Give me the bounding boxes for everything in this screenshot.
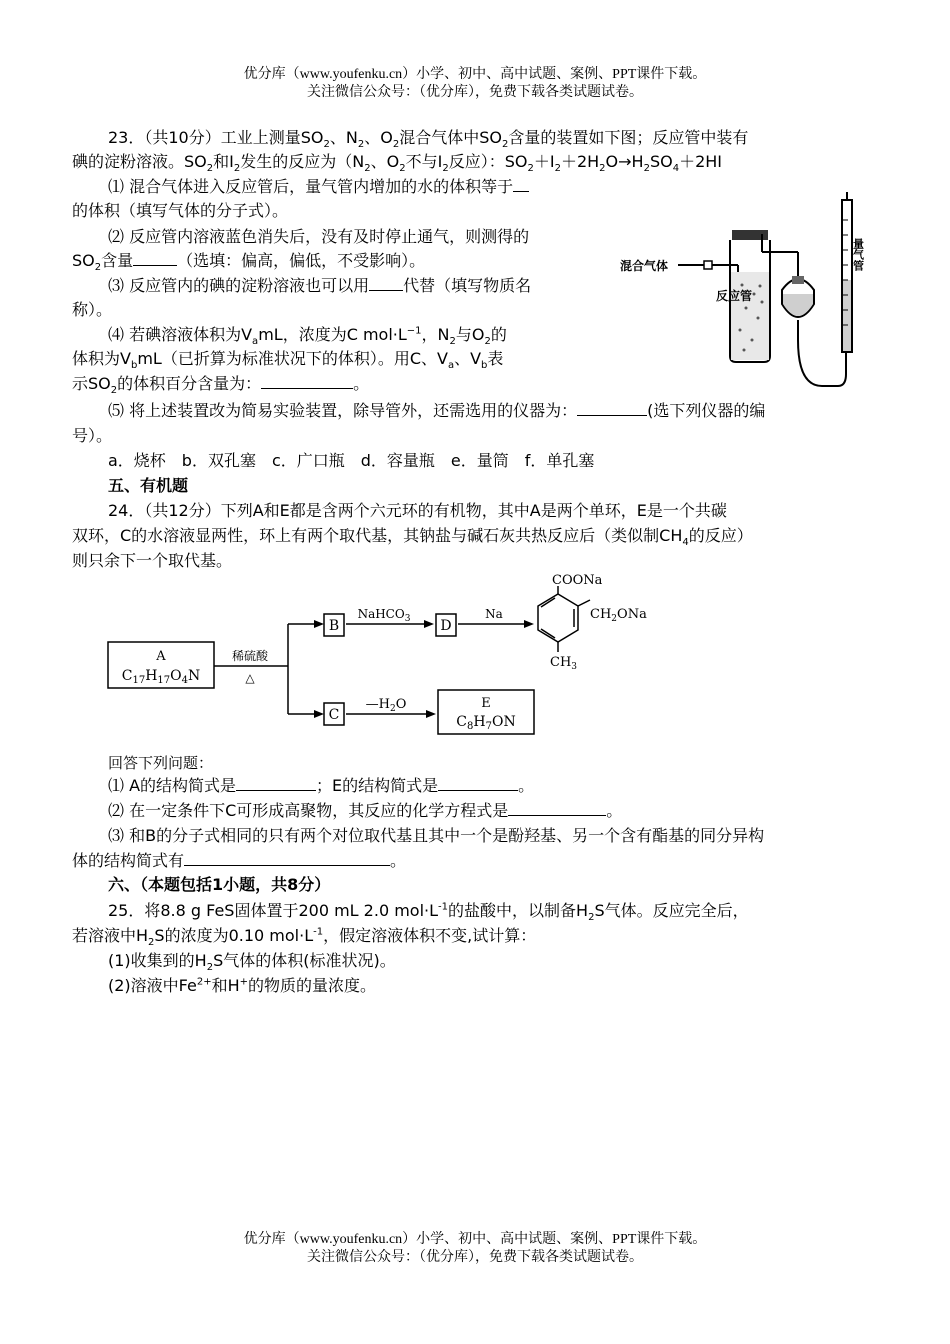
q23-part3-line2: 称）。	[72, 300, 113, 319]
reaction-tube-label: 反应管	[716, 289, 753, 303]
q23-intro: 23．（共10分）工业上测量$SO_2$、$N_2$、$O_2$混合气体中$SO_2$含量的装置如下图；反应管中装有	[108, 128, 749, 151]
ch3-group: $CH_3$	[550, 655, 578, 672]
answer-blank[interactable]	[438, 776, 518, 791]
q23-part2-line2: $SO_2$含量 （选填：偏高，偏低，不受影响）。	[72, 251, 426, 274]
mixed-gas-label: 混合气体	[620, 259, 669, 273]
page-header	[0, 66, 950, 102]
answer-blank[interactable]	[261, 374, 353, 389]
q24-line3: 则只余下一个取代基。	[72, 551, 233, 570]
page-footer	[0, 1231, 950, 1267]
compound-d-label: D	[440, 618, 452, 634]
q25-part2: (2)溶液中$Fe^{2+}$和H+的物质的量浓度。	[108, 976, 377, 995]
benzene-ring	[538, 586, 590, 652]
q23-part1-line1: ⑴ 混合气体进入反应管后，量气管内增加的水的体积等于	[108, 176, 529, 198]
q23-part5-line1: ⑸ 将上述装置改为简易实验装置，除导管外，还需选用的仪器为： (选下列仪器的编	[108, 401, 766, 420]
header-line-1: 优分库（www.youfenku.cn）小学、初中、高中试题、案例、PPT课件下载。	[243, 67, 707, 82]
nahco3-reagent: NaHCO$_3$	[357, 607, 411, 624]
q25-line1: 25．将8.8 g FeS固体置于200 mL 2.0 $mol\cdot L^{-1}$的盐酸中，以制备$H_2S$气体。反应完全后，	[108, 901, 749, 924]
q23-part1-line2: 的体积（填写气体的分子式）。	[72, 201, 289, 220]
answer-blank[interactable]	[236, 776, 316, 791]
compound-a-formula: $C_{17}H_{17}O_4N$	[121, 668, 201, 686]
q23-part4-line1: ⑷ 若碘溶液体积为$V_amL$，浓度为C $mol\cdot L^{-1}$，$N_2$与$O_2$的	[108, 325, 507, 348]
answer-blank[interactable]	[513, 177, 529, 192]
acid-condition: 稀硫酸	[231, 649, 269, 663]
compound-b-label: B	[328, 618, 340, 634]
section-5-title: 五、有机题	[108, 476, 189, 495]
compound-a-label: A	[156, 649, 166, 664]
q24-part3-line2: 体的结构简式有 。	[72, 851, 407, 870]
q24-part1: ⑴ A的结构简式是 ；E的结构简式是 。	[108, 776, 535, 795]
answer-blank[interactable]	[577, 401, 647, 416]
answer-blank[interactable]	[508, 801, 606, 816]
compound-e-label: E	[481, 696, 491, 711]
answer-blank[interactable]	[133, 251, 177, 266]
q23-part3-line1: ⑶ 反应管内的碘的淀粉溶液也可以用 代替（填写物质名	[108, 276, 532, 295]
coona-group: COONa	[552, 573, 603, 588]
q23-part4-line3: 示$SO_2$的体积百分含量为： 。	[72, 374, 370, 397]
heat-symbol: △	[245, 671, 255, 685]
q23-part5-line2: 号）。	[72, 426, 113, 445]
q25-part1: (1)收集到的$H_2S$气体的体积(标准状况)。	[108, 951, 396, 974]
compound-c-label: C	[328, 707, 340, 723]
q23-part4-line2: 体积为$V_bmL$（已折算为标准状况下的体积）。用C、$V_a$、$V_b$表	[72, 349, 504, 372]
gas-burette-label: 量气管	[851, 238, 865, 271]
footer-line-2: 关注微信公众号：（优分库），免费下载各类试题试卷。	[307, 1250, 643, 1265]
compound-e-formula: $C_8H_7ON$	[456, 714, 516, 732]
header-line-2: 关注微信公众号：（优分库），免费下载各类试题试卷。	[307, 85, 643, 100]
q25-line2: 若溶液中$H_2S$的浓度为0.10 $mol\cdot L^{-1}$，假定溶液体积不变,试计算：	[72, 926, 537, 949]
q24-part2: ⑵ 在一定条件下C可形成高聚物，其反应的化学方程式是 。	[108, 801, 623, 820]
q23-options: a．烧杯 b．双孔塞 c．广口瓶 d．容量瓶 e．量筒 f．单孔塞	[108, 451, 595, 470]
answer-blank[interactable]	[184, 851, 390, 866]
q24-answer-intro: 回答下列问题：	[108, 754, 214, 772]
reaction-scheme	[100, 566, 660, 742]
dehydration-condition: $—H_2O$	[365, 697, 407, 714]
gas-measurement-apparatus	[612, 190, 880, 390]
q24-part3-line1: ⑶ 和B的分子式相同的只有两个对位取代基且其中一个是酚羟基、另一个含有酯基的同分异构	[108, 826, 765, 845]
answer-blank[interactable]	[369, 276, 403, 291]
q24-line1: 24．（共12分）下列A和E都是含两个六元环的有机物，其中A是两个单环，E是一个共碳	[108, 501, 727, 520]
footer-line-1: 优分库（www.youfenku.cn）小学、初中、高中试题、案例、PPT课件下载。	[243, 1232, 707, 1247]
sodium-reagent: Na	[485, 607, 503, 621]
q23-part2-line1: ⑵ 反应管内溶液蓝色消失后，没有及时停止通气，则测得的	[108, 227, 530, 246]
section-6-title: 六、（本题包括1小题，共8分）	[108, 875, 331, 894]
q23-reaction-line: 碘的淀粉溶液。$SO_2$和$I_2$发生的反应为（$N_2$、$O_2$不与$I_2$反应）：$SO_2+I_2+2H_2O\to H_2SO_4+2HI$	[72, 152, 723, 175]
ch2ona-group: $CH_2ONa$	[590, 607, 647, 624]
q24-line2: 双环，C的水溶液显两性，环上有两个取代基，其钠盐与碱石灰共热反应后（类似制$CH_4$的反应）	[72, 526, 753, 549]
